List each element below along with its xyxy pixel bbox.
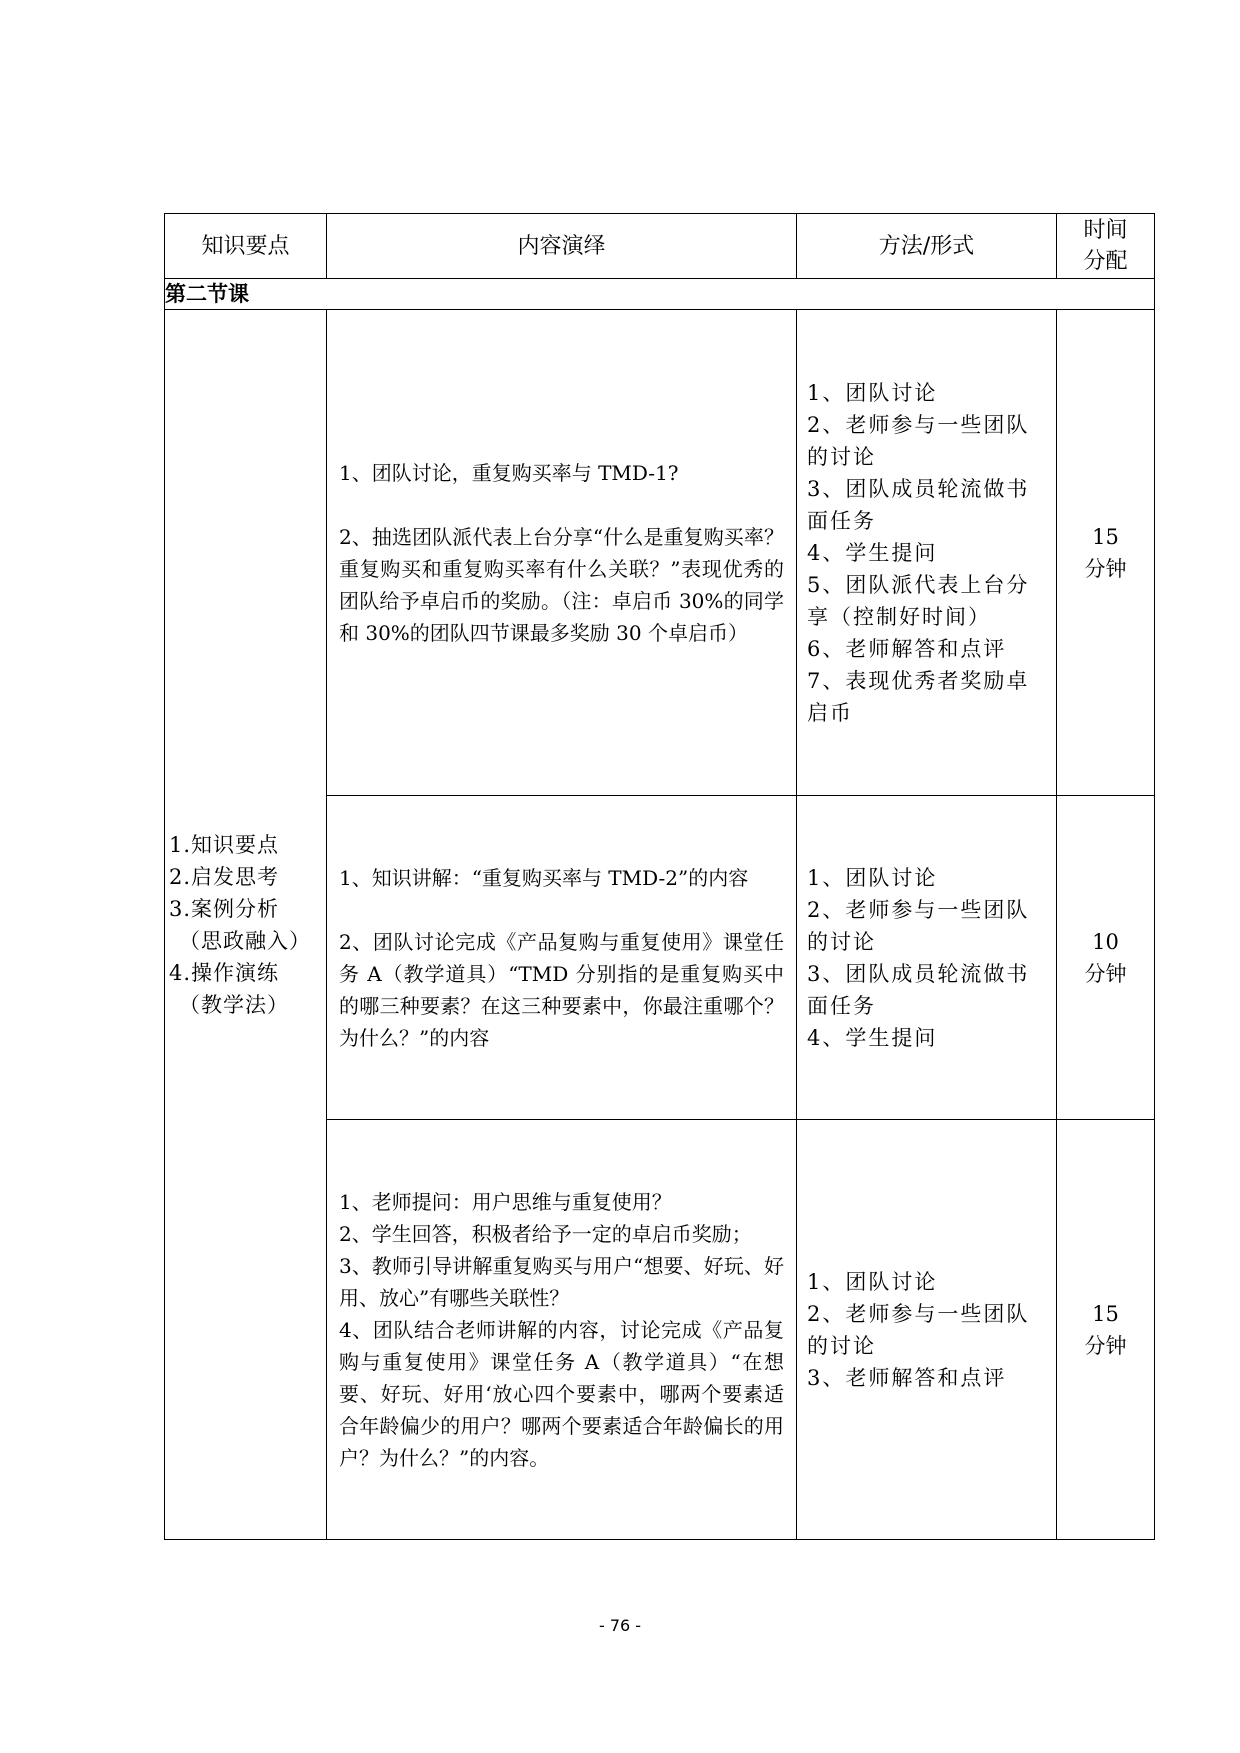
header-content: 内容演绎 <box>327 214 797 279</box>
method-item: 3、老师解答和点评 <box>807 1365 1007 1390</box>
method-item: 3、团队成员轮流做书面任务 <box>807 961 1030 1018</box>
time-unit: 分钟 <box>1084 556 1127 581</box>
knowledge-point-item: 3.案例分析 <box>169 896 280 921</box>
time-value: 15 <box>1092 524 1119 549</box>
content-paragraph: 2、团队讨论完成《产品复购与重复使用》课堂任务 A（教学道具）“TMD 分别指的是重复购买中的哪三种要素？在这三种要素中，你最注重哪个？为什么？”的内容 <box>339 929 784 1050</box>
header-time-line1: 时间 <box>1083 218 1128 243</box>
section-title: 第二节课 <box>165 279 1155 310</box>
method-item: 1、团队讨论 <box>807 1269 938 1294</box>
time-unit: 分钟 <box>1084 961 1127 986</box>
section-row <box>165 279 1155 310</box>
paragraph-gap <box>339 894 784 926</box>
method-item: 7、表现优秀者奖励卓启币 <box>807 668 1030 725</box>
method-item: 4、学生提问 <box>807 1025 938 1050</box>
time-unit: 分钟 <box>1084 1333 1127 1358</box>
time-cell <box>1057 796 1155 1120</box>
time-cell <box>1057 1120 1155 1540</box>
knowledge-point-item: （教学法） <box>179 992 289 1017</box>
knowledge-points-cell <box>165 310 327 1540</box>
method-cell <box>797 310 1057 796</box>
header-time <box>1057 214 1155 279</box>
method-item: 4、学生提问 <box>807 540 938 565</box>
method-item: 1、团队讨论 <box>807 380 938 405</box>
table-row <box>165 310 1155 796</box>
time-cell <box>1057 310 1155 796</box>
knowledge-point-item: （思政融入） <box>179 928 311 953</box>
header-method: 方法/形式 <box>797 214 1057 279</box>
content-paragraph: 1、知识讲解：“重复购买率与 TMD-2”的内容 <box>339 865 749 890</box>
method-item: 3、团队成员轮流做书面任务 <box>807 476 1030 533</box>
content-paragraph: 3、教师引导讲解重复购买与用户“想要、好玩、好用、放心”有哪些关联性？ <box>339 1253 784 1310</box>
content-paragraph: 1、团队讨论，重复购买率与 TMD-1? <box>339 460 679 485</box>
header-time-line2: 分配 <box>1083 249 1128 274</box>
paragraph-gap <box>339 489 784 521</box>
content-paragraph: 2、学生回答，积极者给予一定的卓启币奖励； <box>339 1221 752 1246</box>
method-item: 2、老师参与一些团队的讨论 <box>807 1301 1030 1358</box>
time-value: 10 <box>1092 929 1119 954</box>
lesson-plan-table <box>164 213 1155 1540</box>
knowledge-point-item: 1.知识要点 <box>169 832 280 857</box>
method-item: 1、团队讨论 <box>807 865 938 890</box>
content-paragraph: 2、抽选团队派代表上台分享“什么是重复购买率？重复购买和重复购买率有什么关联？”表现优秀的团队给予卓启币的奖励。（注：卓启币 30%的同学和 30%的团队四节课最多奖励 30 个卓启币） <box>339 524 784 645</box>
method-cell <box>797 796 1057 1120</box>
knowledge-point-item: 4.操作演练 <box>169 960 280 985</box>
content-cell <box>327 796 797 1120</box>
table-header-row <box>165 214 1155 279</box>
content-paragraph: 1、老师提问：用户思维与重复使用？ <box>339 1189 672 1214</box>
method-item: 5、团队派代表上台分享（控制好时间） <box>807 572 1030 629</box>
page-number: - 76 - <box>598 1616 642 1635</box>
time-value: 15 <box>1092 1301 1119 1326</box>
method-item: 2、老师参与一些团队的讨论 <box>807 897 1030 954</box>
method-item: 6、老师解答和点评 <box>807 636 1007 661</box>
content-cell <box>327 310 797 796</box>
method-cell <box>797 1120 1057 1540</box>
content-cell <box>327 1120 797 1540</box>
method-item: 2、老师参与一些团队的讨论 <box>807 412 1030 469</box>
knowledge-point-item: 2.启发思考 <box>169 864 280 889</box>
content-paragraph: 4、团队结合老师讲解的内容，讨论完成《产品复购与重复使用》课堂任务 A（教学道具）“在想要、好玩、好用‘放心四个要素中，哪两个要素适合年龄偏少的用户？哪两个要素适合年龄偏长的用户？为什么？”的内容。 <box>339 1317 784 1470</box>
header-knowledge-points: 知识要点 <box>165 214 327 279</box>
